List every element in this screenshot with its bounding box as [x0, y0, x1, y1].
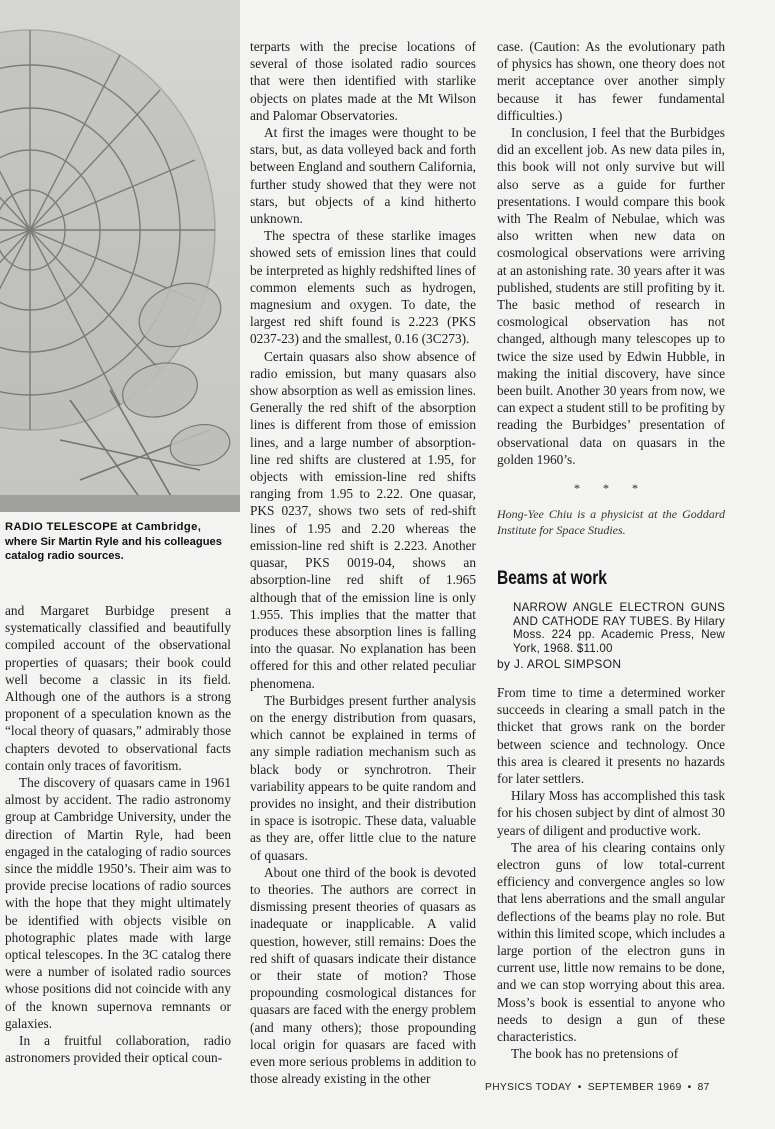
left-paragraph-3: In a fruitful collaboration, radio astronomers provided their optical coun-	[5, 1033, 231, 1066]
middle-paragraph-2: At first the images were thought to be stars, but, as data volleyed back and forth between England and southern California, further study showed that they were not stars, but objects of a kind hitherto unknown.	[250, 125, 476, 227]
radio-telescope-photo	[0, 0, 240, 512]
left-paragraph-1: and Margaret Burbidge present a systematically classified and beautifully compiled account of the observational properties of quasars; their book could well become a classic in its field. Although one of the authors is a strong proponent of a speculation known as the “local theory of quasars,” admirably those chapters devoted to observational facts contain only traces of favoritism.	[5, 603, 231, 773]
review-byline: by J. AROL SIMPSON	[497, 657, 622, 671]
review-paragraph-1: From time to time a determined worker succeeds in clearing a small patch in the thicket that grows rank on the border between science and technology. Once this area is cleared it presents no hazards for later settlers.	[497, 685, 725, 787]
middle-paragraph-5: The Burbidges present further analysis on the energy distribution from quasars, which cannot be explained in terms of any simple radiation mechanism such as black body or synchrotron. Their variability appears to be quite random and provides no insight, and their distribution in space is isotropic. These data, valuable as they are, offer little clue to the nature of quasars.	[250, 692, 476, 863]
review-paragraph-4: The book has no pretensions of	[511, 1046, 679, 1062]
middle-paragraph-1: terparts with the precise locations of several of those isolated radio sources that were then identified with starlike objects on plates made at the Mt Wilson and Palomar Observatories.	[250, 39, 476, 123]
left-paragraph-2: The discovery of quasars came in 1961 almost by accident. The radio astronomy group at Cambridge University, under the direction of Martin Ryle, had been engaged in the cataloging of radio sources since the middle 1950’s. Their aim was to provide precise locations of radio sources with the hope that they might ultimately be identified with objects visible on photographic plates made with large optical telescopes. In the 3C catalog there were a number of isolated radio sources whose positions did not coincide with any of the known supernova remnants or galaxies.	[5, 775, 231, 1031]
middle-paragraph-3: The spectra of these starlike images showed sets of emission lines that could be interpreted as highly redshifted lines of common elements such as hydrogen, magnesium and oxygen. To date, the largest red shift found is 2.223 (PKS 0237-23) and the smallest, 0.16 (3C273).	[250, 228, 476, 347]
review-title: Beams at work	[497, 568, 607, 589]
radio-telescope-illustration	[0, 0, 240, 512]
photo-caption	[5, 520, 231, 564]
caption-head: RADIO TELESCOPE at Cambridge,	[5, 521, 202, 533]
middle-paragraph-6: About one third of the book is devoted to theories. The authors are correct in dismissing present theories of quasars as inadequate or inapplicable. A valid question, however, still remains: Does the red shift of quasars indicate their distance or their state of motion? Those propounding cosmological distances for quasars are faced with the energy problem (and many others); those propounding local origin for quasars are faced with even more serious problems in addition to those already existing in the other	[250, 864, 476, 1087]
middle-paragraph-4: Certain quasars also show absence of radio emission, but many quasars also show absorption as well as emission lines. Generally the red shift of the absorption lines is different from those of emission lines, and a large number of absorption-line red shifts are clustered at 1.95, for objects with emission-line red shifts ranging from 1.95 to 2.22. One quasar, PKS 0237, shows two sets of red-shift lines of 1.95 and 2.20 whereas the emission-line red shift is 2.223. Another quasar, PKS 0019-04, shows an absorption-line red shift of 1.965 although that of the emission line is only 1.955. This implies that the matter that produces these absorption lines is falling into the quasar. No explanation has been offered for this and other related peculiar phenomena.	[250, 348, 476, 691]
footer-date: SEPTEMBER 1969	[587, 1082, 682, 1093]
right-paragraph-1: case. (Caution: As the evolutionary path of physics has shown, one theory does not merit acceptance over another simply because it has fewer fundamental difficulties.)	[497, 39, 725, 123]
section-separator: * * *	[574, 481, 648, 496]
review-paragraph-2: Hilary Moss has accomplished this task for his chosen subject by dint of almost 30 years of diligent and productive work.	[497, 788, 725, 838]
footer-page-number: 87	[697, 1082, 710, 1093]
caption-body: where Sir Martin Ryle and his colleagues catalog radio sources.	[5, 535, 222, 562]
review-column	[497, 684, 725, 1062]
author-credit: Hong-Yee Chiu is a physicist at the Goddard Institute for Space Studies.	[497, 507, 725, 537]
right-column	[497, 38, 725, 538]
page-footer: PHYSICS TODAY • SEPTEMBER 1969 • 87	[485, 1082, 710, 1093]
footer-magazine: PHYSICS TODAY	[485, 1082, 572, 1093]
left-column	[5, 602, 231, 1066]
review-paragraph-3: The area of his clearing contains only electron guns of low total-current efficiency and convergence angles so low that lens aberrations and the small angular deflections of the beams play no role. But within this limited scope, which includes a large portion of the electron guns in current use, little now remains to be done, and we can stop worrying about this area. Moss’s book is essential to anyone who needs to design a gun of these characteristics.	[497, 839, 725, 1045]
middle-column	[250, 38, 476, 1087]
right-paragraph-2: In conclusion, I feel that the Burbidges did an excellent job. As new data piles in, this book will not only survive but will also serve as a guide for further presentations. I would compare this book with The Realm of Nebulae, which was also written when new data on cosmological observations were arriving at an astonishing rate. 30 years after it was published, students are still profiting by it. The basic method of research in cosmological observation has not changed, although many telescopes up to twice the size used by Edwin Hubble, in making the initial discovery, have since been built. Another 30 years from now, we can expect a student still to be profiting by reading the Burbidges’ presentation of observational data on quasars in the golden 1960’s.	[497, 125, 725, 467]
book-info: NARROW ANGLE ELECTRON GUNS AND CATHODE RAY TUBES. By Hilary Moss. 224 pp. Academic Press, New York, 1968. $11.00	[513, 601, 725, 655]
